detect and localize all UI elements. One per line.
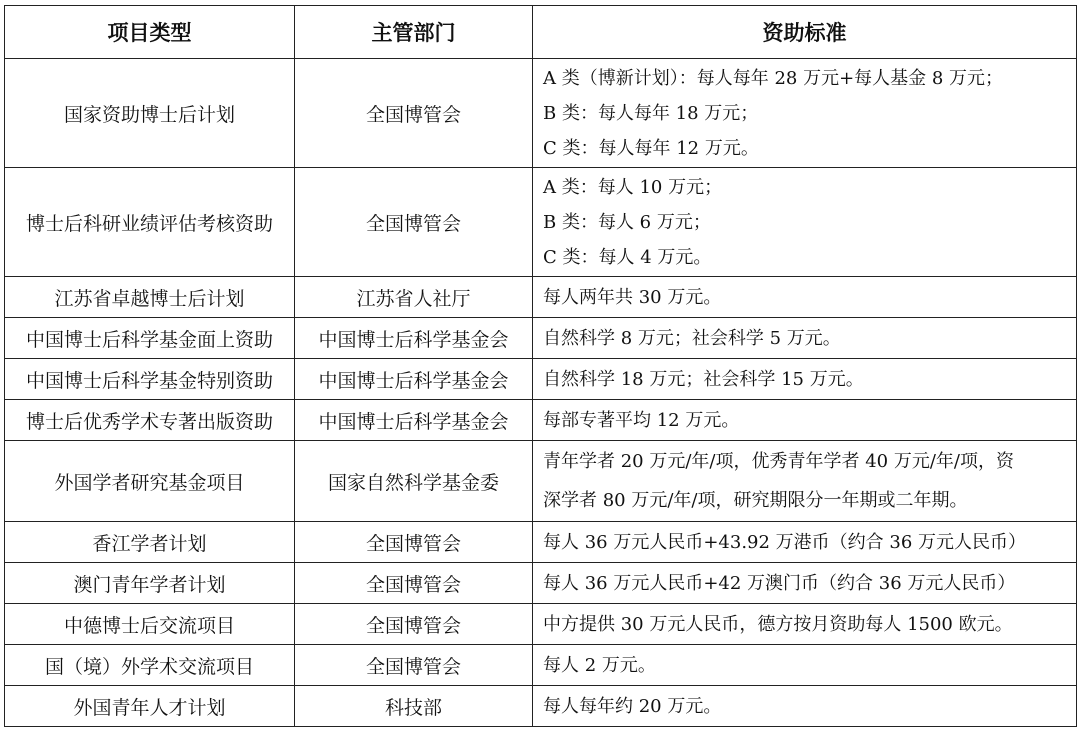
standard-line: B 类：每人每年 18 万元； (543, 102, 759, 124)
table-row (5, 400, 1077, 441)
project-type-cell: 澳门青年学者计划 (5, 563, 295, 604)
standard-line: 中方提供 30 万元人民币，德方按月资助每人 1500 欧元。 (543, 613, 1013, 635)
funding-standard-cell (533, 277, 1077, 318)
project-type-cell: 国家资助博士后计划 (5, 59, 295, 168)
project-type-cell: 中国博士后科学基金面上资助 (5, 318, 295, 359)
standard-line: A 类：每人 10 万元； (543, 176, 723, 198)
project-type-cell: 香江学者计划 (5, 522, 295, 563)
standard-line: 每人每年约 20 万元。 (543, 695, 722, 717)
standard-line: 每人 36 万元人民币+42 万澳门币（约合 36 万元人民币） (543, 572, 1016, 594)
department-cell: 中国博士后科学基金会 (295, 400, 533, 441)
standard-line: A 类（博新计划）：每人每年 28 万元+每人基金 8 万元； (543, 67, 1004, 89)
funding-standard-cell (533, 318, 1077, 359)
department-cell: 全国博管会 (295, 168, 533, 277)
table-row (5, 563, 1077, 604)
header-funding-standard: 资助标准 (533, 6, 1077, 59)
standard-line: B 类：每人 6 万元； (543, 211, 711, 233)
standard-line: C 类：每人 4 万元。 (543, 246, 712, 268)
project-type-cell: 国（境）外学术交流项目 (5, 645, 295, 686)
project-type-cell: 博士后科研业绩评估考核资助 (5, 168, 295, 277)
department-cell: 国家自然科学基金委 (295, 441, 533, 522)
standard-line: 自然科学 8 万元；社会科学 5 万元。 (543, 327, 841, 349)
table-row (5, 522, 1077, 563)
project-type-cell: 博士后优秀学术专著出版资助 (5, 400, 295, 441)
department-cell: 全国博管会 (295, 645, 533, 686)
header-project-type: 项目类型 (5, 6, 295, 59)
department-cell: 全国博管会 (295, 604, 533, 645)
funding-standard-cell (533, 400, 1077, 441)
project-type-cell: 中德博士后交流项目 (5, 604, 295, 645)
funding-standard-cell (533, 441, 1077, 522)
standard-line: 每人 2 万元。 (543, 654, 656, 676)
table-row (5, 168, 1077, 277)
project-type-cell: 外国青年人才计划 (5, 686, 295, 727)
header-department: 主管部门 (295, 6, 533, 59)
funding-standard-cell (533, 563, 1077, 604)
funding-standard-cell (533, 522, 1077, 563)
table-row (5, 318, 1077, 359)
standard-line: 每人两年共 30 万元。 (543, 286, 722, 308)
department-cell: 全国博管会 (295, 563, 533, 604)
project-type-cell: 江苏省卓越博士后计划 (5, 277, 295, 318)
funding-standard-cell (533, 59, 1077, 168)
funding-table (4, 5, 1077, 727)
table-row (5, 59, 1077, 168)
department-cell: 中国博士后科学基金会 (295, 318, 533, 359)
table-row (5, 645, 1077, 686)
funding-standard-cell (533, 168, 1077, 277)
project-type-cell: 中国博士后科学基金特别资助 (5, 359, 295, 400)
funding-standard-cell (533, 645, 1077, 686)
header-row (5, 6, 1077, 59)
standard-line: 自然科学 18 万元；社会科学 15 万元。 (543, 368, 864, 390)
table-row (5, 686, 1077, 727)
department-cell: 江苏省人社厅 (295, 277, 533, 318)
standard-line: C 类：每人每年 12 万元。 (543, 137, 759, 159)
funding-standard-cell (533, 359, 1077, 400)
table-row (5, 359, 1077, 400)
funding-standard-cell (533, 686, 1077, 727)
standard-line: 每人 36 万元人民币+43.92 万港币（约合 36 万元人民币） (543, 531, 1027, 553)
funding-standard-cell (533, 604, 1077, 645)
standard-line: 深学者 80 万元/年/项，研究期限分一年期或二年期。 (543, 490, 968, 511)
department-cell: 中国博士后科学基金会 (295, 359, 533, 400)
department-cell: 科技部 (295, 686, 533, 727)
table-row (5, 277, 1077, 318)
department-cell: 全国博管会 (295, 522, 533, 563)
table-row (5, 441, 1077, 522)
table-row (5, 604, 1077, 645)
department-cell: 全国博管会 (295, 59, 533, 168)
standard-line: 青年学者 20 万元/年/项，优秀青年学者 40 万元/年/项，资 (543, 451, 1014, 472)
project-type-cell: 外国学者研究基金项目 (5, 441, 295, 522)
standard-line: 每部专著平均 12 万元。 (543, 409, 740, 431)
